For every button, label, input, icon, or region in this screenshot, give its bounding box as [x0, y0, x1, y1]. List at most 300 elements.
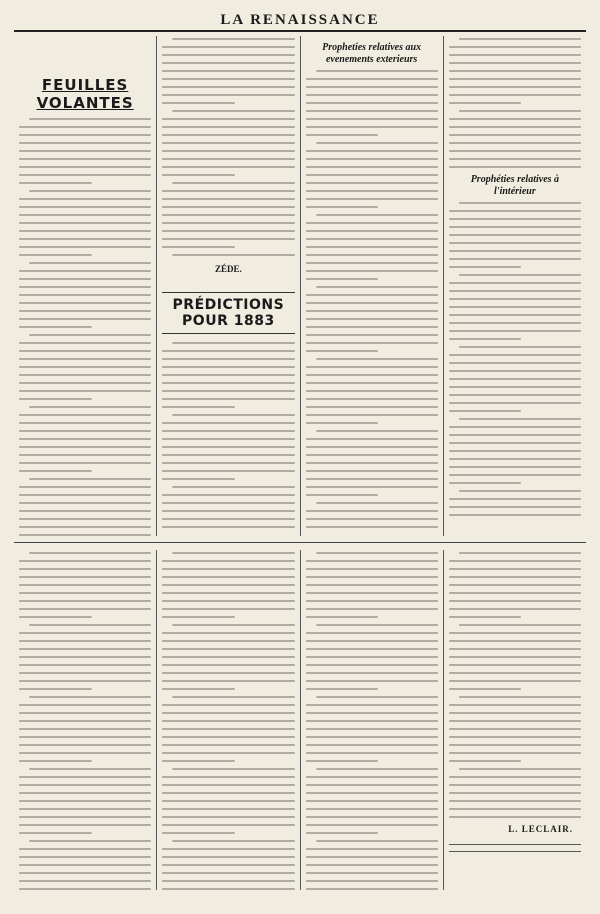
text-line [19, 206, 151, 208]
text-line [449, 70, 581, 72]
text-line [19, 736, 151, 738]
text-line [449, 378, 581, 380]
text-line [306, 94, 438, 96]
propheties-exterieurs-title: Propheties relatives aux evenements exterieurs [322, 42, 422, 65]
text-line [449, 306, 581, 308]
text-line [162, 502, 294, 504]
text-line [449, 760, 522, 762]
text-line [306, 816, 438, 818]
text-line [19, 326, 92, 328]
text-line [316, 358, 438, 360]
text-line [306, 246, 438, 248]
text-line [162, 720, 294, 722]
text-line [306, 446, 438, 448]
text-line [19, 680, 151, 682]
text-line [162, 398, 294, 400]
text-line [19, 318, 151, 320]
text-line [449, 370, 581, 372]
text-line [449, 102, 522, 104]
text-line [449, 54, 581, 56]
text-line [306, 680, 438, 682]
text-line [19, 728, 151, 730]
text-line [19, 720, 151, 722]
column-3 [301, 36, 444, 536]
text-line [19, 510, 151, 512]
text-line [19, 848, 151, 850]
text-line [449, 800, 581, 802]
text-line [19, 382, 151, 384]
text-line [449, 664, 581, 666]
text-line [449, 298, 581, 300]
text-line [162, 672, 294, 674]
text-line [162, 832, 235, 834]
text-line [162, 454, 294, 456]
text-line [306, 744, 438, 746]
text-line [19, 864, 151, 866]
text-line [306, 510, 438, 512]
text-line [306, 640, 438, 642]
text-line [306, 608, 438, 610]
text-line [306, 832, 379, 834]
text-line [162, 46, 294, 48]
text-line [172, 624, 294, 626]
text-line [162, 102, 235, 104]
text-line [19, 584, 151, 586]
text-line [19, 254, 92, 256]
text-line [172, 486, 294, 488]
text-line [449, 506, 581, 508]
text-line [306, 616, 379, 618]
text-line [449, 354, 581, 356]
text-line [162, 230, 294, 232]
text-line [19, 166, 151, 168]
text-line [449, 118, 581, 120]
text-line [306, 126, 438, 128]
text-line [29, 118, 151, 120]
text-line [449, 728, 581, 730]
text-line [29, 624, 151, 626]
text-line [162, 760, 235, 762]
text-line [162, 134, 294, 136]
feuilles-volantes-title: FEUILLES VOLANTES [36, 76, 134, 112]
text-line [449, 150, 581, 152]
text-line [19, 142, 151, 144]
text-line [306, 302, 438, 304]
text-line [162, 86, 294, 88]
text-line [162, 118, 294, 120]
text-line [19, 800, 151, 802]
text-line [162, 214, 294, 216]
text-line [19, 270, 151, 272]
text-line [162, 800, 294, 802]
text-line [19, 198, 151, 200]
text-line [449, 362, 581, 364]
text-line [19, 174, 151, 176]
text-line [306, 712, 438, 714]
text-line [19, 648, 151, 650]
text-line [459, 768, 581, 770]
text-line [306, 222, 438, 224]
text-line [449, 688, 522, 690]
text-line [306, 864, 438, 866]
text-line [449, 482, 522, 484]
propheties-interieur-title: Prophéties relatives à l'intérieur [470, 174, 560, 197]
text-line [449, 78, 581, 80]
text-line [172, 840, 294, 842]
text-line [306, 560, 438, 562]
text-line [29, 334, 151, 336]
text-line [162, 374, 294, 376]
text-line [306, 438, 438, 440]
text-line [19, 744, 151, 746]
text-line [19, 712, 151, 714]
text-line [316, 286, 438, 288]
text-line [449, 608, 581, 610]
text-line [172, 696, 294, 698]
text-line [306, 486, 438, 488]
text-line [19, 616, 92, 618]
text-line [162, 206, 294, 208]
text-line [306, 198, 438, 200]
text-line [162, 158, 294, 160]
text-line [449, 242, 581, 244]
text-block [306, 70, 438, 528]
text-line [449, 158, 581, 160]
text-line [19, 222, 151, 224]
text-block [306, 552, 438, 890]
column-4 [444, 36, 586, 536]
text-line [172, 182, 294, 184]
text-line [306, 688, 379, 690]
text-block [449, 202, 581, 516]
text-line [449, 426, 581, 428]
text-line [19, 358, 151, 360]
text-line [449, 592, 581, 594]
text-line [29, 552, 151, 554]
text-line [449, 142, 581, 144]
text-line [459, 624, 581, 626]
text-line [306, 390, 438, 392]
text-line [449, 46, 581, 48]
text-line [19, 398, 92, 400]
text-line [19, 470, 92, 472]
text-line [162, 856, 294, 858]
text-line [19, 816, 151, 818]
text-line [306, 648, 438, 650]
text-line [162, 78, 294, 80]
text-line [19, 560, 151, 562]
text-line [306, 190, 438, 192]
column-2 [157, 36, 300, 536]
text-line [459, 696, 581, 698]
text-line [19, 784, 151, 786]
text-line [162, 744, 294, 746]
text-line [19, 446, 151, 448]
text-block [19, 552, 151, 890]
text-line [306, 374, 438, 376]
text-line [449, 450, 581, 452]
text-line [162, 246, 235, 248]
text-line [162, 688, 235, 690]
text-line [29, 262, 151, 264]
text-line [162, 712, 294, 714]
bottom-column-1 [14, 550, 157, 890]
text-line [306, 158, 438, 160]
text-line [172, 768, 294, 770]
text-line [449, 784, 581, 786]
text-line [306, 856, 438, 858]
text-line [19, 872, 151, 874]
text-line [19, 230, 151, 232]
text-block [162, 38, 294, 256]
text-line [162, 848, 294, 850]
text-line [29, 406, 151, 408]
text-line [19, 688, 92, 690]
text-line [19, 502, 151, 504]
text-line [162, 664, 294, 666]
text-line [306, 206, 379, 208]
text-line [19, 294, 151, 296]
text-line [162, 406, 235, 408]
text-line [316, 142, 438, 144]
text-line [162, 470, 294, 472]
text-line [306, 518, 438, 520]
text-line [449, 218, 581, 220]
text-line [19, 342, 151, 344]
text-line [306, 310, 438, 312]
text-line [316, 70, 438, 72]
text-line [19, 422, 151, 424]
text-line [19, 568, 151, 570]
bottom-column-2 [157, 550, 300, 890]
text-line [306, 262, 438, 264]
text-line [449, 234, 581, 236]
text-line [162, 736, 294, 738]
text-line [306, 174, 438, 176]
masthead: LA RENAISSANCE [14, 10, 586, 32]
text-line [162, 568, 294, 570]
text-line [306, 576, 438, 578]
text-line [449, 656, 581, 658]
text-line [306, 600, 438, 602]
text-line [316, 502, 438, 504]
text-line [162, 648, 294, 650]
text-line [162, 632, 294, 634]
text-line [306, 568, 438, 570]
text-line [19, 880, 151, 882]
signature-zede: ZÉDE. [214, 264, 242, 274]
text-line [162, 752, 294, 754]
text-line [19, 150, 151, 152]
text-line [19, 158, 151, 160]
text-line [162, 142, 294, 144]
text-line [449, 792, 581, 794]
text-line [162, 824, 294, 826]
text-line [19, 414, 151, 416]
text-line [19, 752, 151, 754]
text-line [19, 462, 151, 464]
text-line [449, 514, 581, 516]
text-line [449, 410, 522, 412]
text-line [449, 386, 581, 388]
text-line [162, 510, 294, 512]
text-block [19, 118, 151, 536]
text-line [162, 526, 294, 528]
signature-leclair: L. LECLAIR. [508, 824, 573, 834]
text-line [306, 102, 438, 104]
text-line [19, 430, 151, 432]
text-line [306, 150, 438, 152]
text-line [19, 760, 92, 762]
text-line [449, 442, 581, 444]
text-line [162, 808, 294, 810]
text-line [306, 784, 438, 786]
text-line [162, 198, 294, 200]
text-line [306, 672, 438, 674]
text-line [306, 808, 438, 810]
text-line [19, 286, 151, 288]
text-line [19, 238, 151, 240]
text-line [162, 358, 294, 360]
text-line [19, 494, 151, 496]
text-line [19, 134, 151, 136]
text-line [449, 210, 581, 212]
text-line [449, 290, 581, 292]
text-line [306, 78, 438, 80]
text-line [162, 438, 294, 440]
text-line [449, 394, 581, 396]
text-line [316, 624, 438, 626]
text-line [162, 704, 294, 706]
text-line [19, 576, 151, 578]
text-line [162, 872, 294, 874]
text-line [316, 552, 438, 554]
text-line [29, 478, 151, 480]
text-line [449, 86, 581, 88]
text-line [162, 366, 294, 368]
text-line [162, 792, 294, 794]
text-line [162, 478, 235, 480]
printer-footer [449, 844, 581, 854]
text-line [162, 382, 294, 384]
top-columns [14, 36, 586, 536]
text-line [162, 422, 294, 424]
text-line [449, 600, 581, 602]
text-line [19, 390, 151, 392]
text-line [19, 856, 151, 858]
text-line [449, 808, 581, 810]
text-line [449, 458, 581, 460]
text-line [162, 70, 294, 72]
text-line [162, 390, 294, 392]
text-line [306, 888, 438, 890]
text-line [162, 640, 294, 642]
text-line [19, 454, 151, 456]
text-line [306, 880, 438, 882]
text-line [449, 250, 581, 252]
text-line [306, 462, 438, 464]
text-line [19, 374, 151, 376]
text-line [449, 266, 522, 268]
text-line [162, 462, 294, 464]
text-line [306, 494, 379, 496]
text-line [306, 350, 379, 352]
text-line [449, 752, 581, 754]
text-line [306, 230, 438, 232]
text-line [449, 632, 581, 634]
text-line [306, 478, 438, 480]
text-line [449, 166, 581, 168]
text-line [162, 608, 294, 610]
text-line [19, 592, 151, 594]
text-line [172, 342, 294, 344]
text-line [306, 406, 438, 408]
text-line [449, 640, 581, 642]
column-1 [14, 36, 157, 536]
bottom-column-3 [301, 550, 444, 890]
text-line [19, 302, 151, 304]
text-line [19, 486, 151, 488]
text-line [449, 576, 581, 578]
text-line [459, 418, 581, 420]
text-line [19, 278, 151, 280]
text-line [306, 704, 438, 706]
text-line [449, 282, 581, 284]
text-line [449, 330, 581, 332]
text-line [162, 430, 294, 432]
text-line [172, 414, 294, 416]
text-line [449, 62, 581, 64]
text-line [449, 744, 581, 746]
text-line [449, 584, 581, 586]
text-line [449, 680, 581, 682]
text-line [306, 584, 438, 586]
text-line [19, 246, 151, 248]
text-line [19, 366, 151, 368]
text-line [306, 278, 379, 280]
text-line [306, 326, 438, 328]
text-line [19, 888, 151, 890]
text-line [29, 190, 151, 192]
text-line [459, 552, 581, 554]
text-line [449, 322, 581, 324]
text-line [162, 446, 294, 448]
newspaper-page [14, 10, 586, 906]
text-line [19, 672, 151, 674]
text-line [459, 202, 581, 204]
text-line [306, 182, 438, 184]
text-line [306, 800, 438, 802]
text-line [162, 616, 235, 618]
section-divider [14, 542, 586, 543]
text-line [29, 696, 151, 698]
text-line [306, 254, 438, 256]
text-line [19, 704, 151, 706]
text-line [172, 552, 294, 554]
text-line [162, 494, 294, 496]
text-line [306, 294, 438, 296]
text-line [162, 880, 294, 882]
text-line [306, 664, 438, 666]
text-line [19, 632, 151, 634]
text-line [306, 752, 438, 754]
text-line [19, 518, 151, 520]
text-line [172, 38, 294, 40]
text-line [306, 760, 379, 762]
text-line [459, 274, 581, 276]
text-line [449, 226, 581, 228]
text-block [449, 38, 581, 168]
